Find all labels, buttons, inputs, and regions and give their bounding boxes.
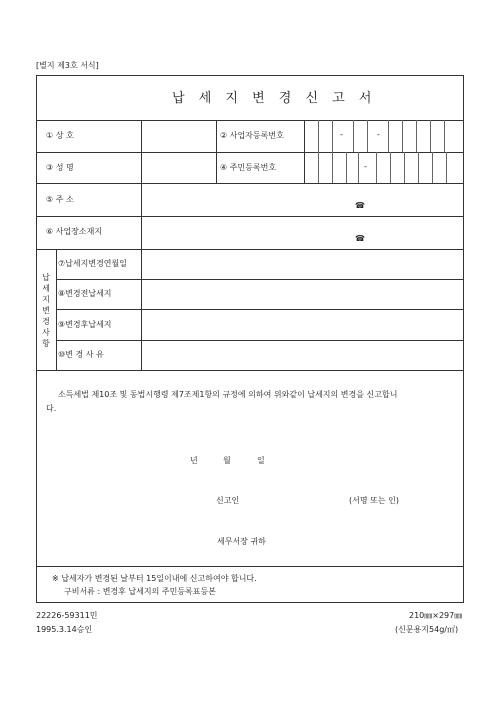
prev-tax-place-field[interactable] bbox=[142, 280, 463, 308]
change-reason-label: ⑩변 경 사 유 bbox=[58, 350, 104, 359]
phone-icon: ☎ bbox=[355, 201, 365, 210]
date-year-label: 년 bbox=[190, 456, 198, 465]
resident-reg-no-label: ④ 주민등록번호 bbox=[220, 163, 277, 172]
recipient-label: 세무서장 귀하 bbox=[217, 537, 266, 546]
note-documents: 구비서류 : 변경후 납세지의 주민등록표등본 bbox=[64, 587, 216, 596]
resident-reg-dash: - bbox=[364, 162, 367, 171]
change-date-label: ⑦납세지변경연월일 bbox=[58, 259, 127, 268]
new-tax-place-field[interactable] bbox=[142, 310, 463, 339]
business-reg-dash-1: - bbox=[340, 130, 343, 139]
name-label: ③ 성 명 bbox=[46, 163, 74, 172]
form-label: [별지 제3호 서식] bbox=[36, 61, 99, 70]
new-tax-place-label: ⑨변경후납세지 bbox=[58, 320, 112, 329]
change-reason-field[interactable] bbox=[142, 341, 463, 369]
applicant-label: 신고인 bbox=[216, 496, 240, 505]
declaration-text-line2: 다. bbox=[46, 404, 57, 413]
business-location-label: ⑥ 사업장소재지 bbox=[46, 227, 103, 236]
footer-paper-size: 210㎜×297㎜ bbox=[409, 611, 463, 620]
declaration-text-line1: 소득세법 제10조 및 동법시행령 제7조제1항의 규정에 의하여 위와같이 납세지의 변경을 신고합니 bbox=[58, 390, 398, 399]
business-location-field[interactable] bbox=[142, 217, 463, 248]
business-reg-dash-2: - bbox=[377, 130, 380, 139]
resident-reg-no-field[interactable] bbox=[305, 153, 463, 182]
name-field[interactable] bbox=[142, 153, 215, 182]
trade-name-field[interactable] bbox=[142, 121, 215, 151]
footer-code: 22226-59311민 bbox=[36, 611, 98, 620]
section-vertical-label: 납 세 지 변 경 사 항 bbox=[42, 273, 50, 348]
date-month-label: 월 bbox=[223, 456, 231, 465]
form-title: 납 세 지 변 경 신 고 서 bbox=[172, 91, 377, 106]
note-deadline: ※ 납세자가 변경된 날부터 15일이내에 신고하여야 합니다. bbox=[52, 574, 257, 583]
footer-paper-type: (신문용지54g/㎡) bbox=[395, 625, 459, 634]
prev-tax-place-label: ⑧변경전납세지 bbox=[58, 289, 112, 298]
address-label: ⑤ 주 소 bbox=[46, 195, 74, 204]
address-field[interactable] bbox=[142, 184, 463, 215]
business-reg-no-label: ② 사업자등록번호 bbox=[220, 131, 284, 140]
trade-name-label: ① 상 호 bbox=[46, 131, 74, 140]
date-day-label: 일 bbox=[257, 456, 265, 465]
signature-label: (서명 또는 인) bbox=[349, 496, 399, 505]
footer-approval: 1995.3.14승인 bbox=[36, 625, 93, 634]
change-date-field[interactable] bbox=[142, 250, 463, 278]
business-reg-no-field[interactable] bbox=[305, 121, 463, 151]
phone-icon-2: ☎ bbox=[355, 234, 365, 243]
